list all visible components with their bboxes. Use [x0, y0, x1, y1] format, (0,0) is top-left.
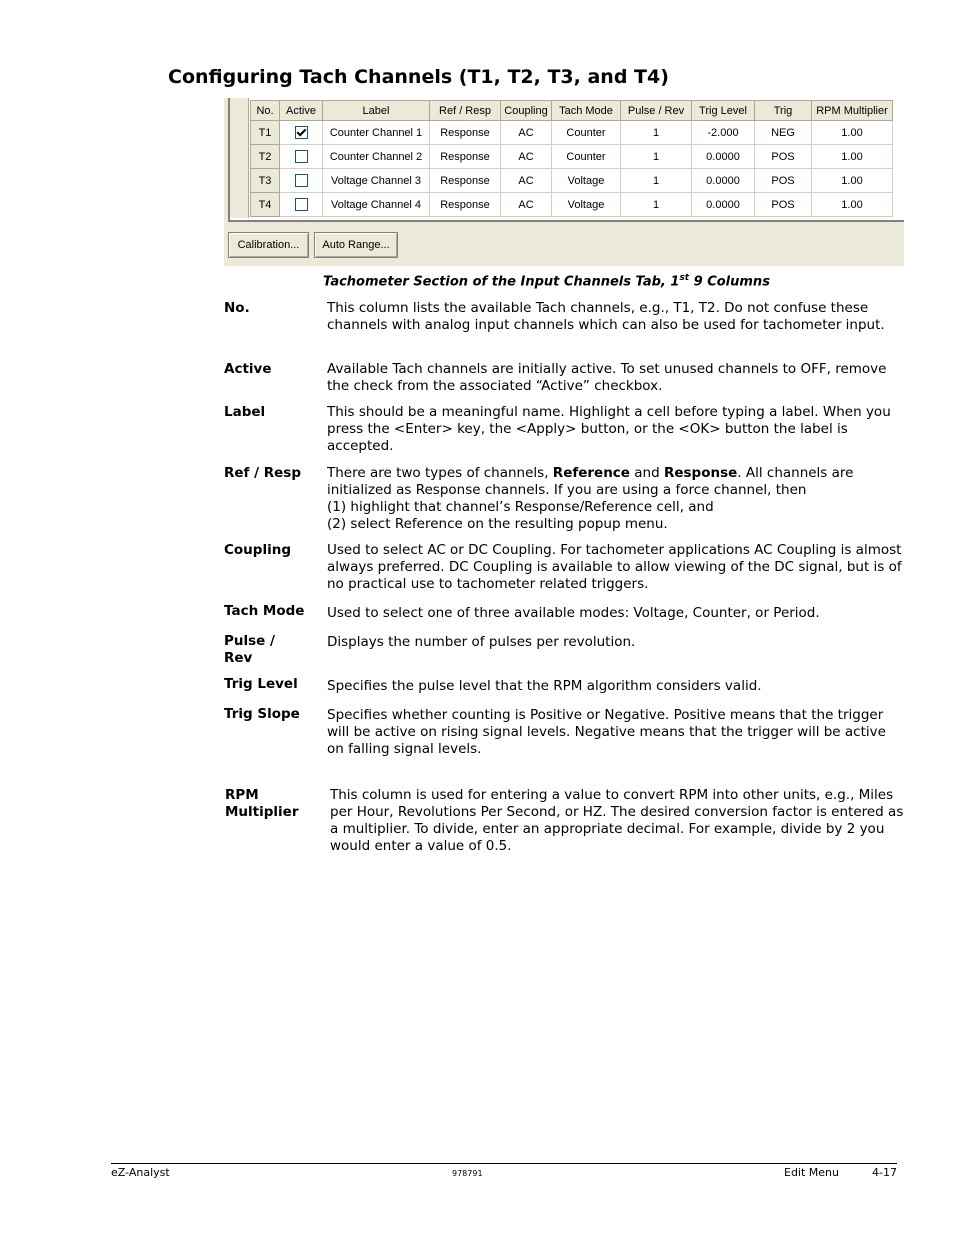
cell-label[interactable]: Counter Channel 1	[323, 121, 430, 145]
ref-text-1: There are two types of channels,	[327, 465, 553, 481]
cell-coupling[interactable]: AC	[501, 121, 552, 145]
cell-rpm-multiplier[interactable]: 1.00	[812, 145, 893, 169]
desc-pulse-rev: Displays the number of pulses per revolution.	[327, 634, 636, 650]
desc-ref-resp	[327, 465, 907, 533]
term-tach-mode: Tach Mode	[224, 603, 305, 619]
cell-coupling[interactable]: AC	[501, 169, 552, 193]
footer-rule	[111, 1163, 897, 1164]
cell-trig-level[interactable]: 0.0000	[692, 169, 755, 193]
ref-bold-response: Response	[663, 465, 738, 481]
term-trig-level: Trig Level	[224, 676, 298, 692]
table-row	[251, 193, 893, 217]
term-coupling: Coupling	[224, 542, 291, 558]
ref-bold-reference: Reference	[552, 465, 630, 481]
desc-label: This should be a meaningful name. Highlight a cell before typing a label. When you press the <Enter> key, the <Apply> button, or the <OK> button the label is accepted.	[327, 404, 891, 454]
tach-grid[interactable]	[228, 98, 904, 222]
caption-superscript: st	[679, 273, 690, 283]
col-ref-resp[interactable]: Ref / Resp	[430, 101, 501, 121]
term-no: No.	[224, 300, 250, 316]
term-ref-resp: Ref / Resp	[224, 465, 302, 481]
cell-rpm-multiplier[interactable]: 1.00	[812, 193, 893, 217]
term-pulse-rev: Pulse / Rev	[224, 633, 275, 666]
cell-tach-mode[interactable]: Voltage	[552, 169, 621, 193]
desc-active: Available Tach channels are initially active. To set unused channels to OFF, remove the check from the associated “Active” checkbox.	[327, 361, 887, 394]
desc-trig-level: Specifies the pulse level that the RPM algorithm considers valid.	[327, 678, 762, 694]
cell-trig[interactable]: POS	[755, 145, 812, 169]
cell-coupling[interactable]: AC	[501, 193, 552, 217]
cell-ref-resp[interactable]: Response	[430, 193, 501, 217]
col-pulse-rev[interactable]: Pulse / Rev	[621, 101, 692, 121]
table-row	[251, 145, 893, 169]
cell-ref-resp[interactable]: Response	[430, 121, 501, 145]
table-header-row	[251, 101, 893, 121]
ref-list-1: (1) highlight that channel’s Response/Reference cell, and	[327, 499, 714, 515]
term-trig-slope: Trig Slope	[224, 706, 300, 722]
cell-tach-mode[interactable]: Counter	[552, 145, 621, 169]
cell-no: T2	[251, 145, 280, 169]
section-heading: Configuring Tach Channels (T1, T2, T3, and T4)	[168, 66, 669, 88]
active-checkbox[interactable]	[295, 150, 308, 163]
cell-no: T1	[251, 121, 280, 145]
col-label[interactable]: Label	[323, 101, 430, 121]
cell-trig-level[interactable]: -2.000	[692, 121, 755, 145]
active-checkbox[interactable]	[295, 126, 308, 139]
cell-label[interactable]: Voltage Channel 3	[323, 169, 430, 193]
cell-no: T3	[251, 169, 280, 193]
cell-pulse-rev[interactable]: 1	[621, 193, 692, 217]
active-checkbox[interactable]	[295, 174, 308, 187]
cell-rpm-multiplier[interactable]: 1.00	[812, 121, 893, 145]
col-no[interactable]: No.	[251, 101, 280, 121]
ref-list-2: (2) select Reference on the resulting popup menu.	[327, 516, 668, 532]
footer-product: eZ-Analyst	[111, 1166, 170, 1179]
cell-tach-mode[interactable]: Counter	[552, 121, 621, 145]
col-coupling[interactable]: Coupling	[501, 101, 552, 121]
table-row	[251, 121, 893, 145]
cell-trig-level[interactable]: 0.0000	[692, 145, 755, 169]
table-row	[251, 169, 893, 193]
auto-range-button[interactable]: Auto Range...	[314, 232, 398, 258]
footer-doc-number: 978791	[452, 1169, 483, 1178]
cell-active[interactable]	[280, 169, 323, 193]
cell-no: T4	[251, 193, 280, 217]
col-active[interactable]: Active	[280, 101, 323, 121]
cell-pulse-rev[interactable]: 1	[621, 169, 692, 193]
ref-text-3: . All channels are initialized as Response channels. If you are using a force channel, then	[327, 465, 854, 498]
tach-table	[250, 100, 893, 217]
term-active: Active	[224, 361, 272, 377]
caption-text: Tachometer Section of the Input Channels Tab, 1	[323, 274, 680, 290]
cell-coupling[interactable]: AC	[501, 145, 552, 169]
desc-rpm-multiplier: This column is used for entering a value to convert RPM into other units, e.g., Miles per Hour, Revolutions Per Second, or HZ. The desired conversion factor is entered as a multiplier. To divide, enter an appropriate decimal. For example, divide by 2 you would enter a value of 0.5.	[330, 787, 904, 854]
cell-rpm-multiplier[interactable]: 1.00	[812, 169, 893, 193]
cell-trig[interactable]: POS	[755, 193, 812, 217]
term-label: Label	[224, 404, 266, 420]
ref-text-2: and	[629, 465, 664, 481]
cell-trig[interactable]: NEG	[755, 121, 812, 145]
figure-caption	[323, 273, 770, 289]
cell-trig[interactable]: POS	[755, 169, 812, 193]
desc-no: This column lists the available Tach channels, e.g., T1, T2. Do not confuse these channels with analog input channels which can also be used for tachometer input.	[327, 300, 885, 333]
cell-active[interactable]	[280, 121, 323, 145]
cell-active[interactable]	[280, 145, 323, 169]
cell-pulse-rev[interactable]: 1	[621, 121, 692, 145]
cell-ref-resp[interactable]: Response	[430, 169, 501, 193]
col-trig[interactable]: Trig	[755, 101, 812, 121]
cell-label[interactable]: Counter Channel 2	[323, 145, 430, 169]
term-rpm-multiplier: RPM Multiplier	[225, 787, 299, 820]
cell-label[interactable]: Voltage Channel 4	[323, 193, 430, 217]
tach-channels-screenshot	[224, 98, 904, 266]
desc-coupling: Used to select AC or DC Coupling. For tachometer applications AC Coupling is almost always preferred. DC Coupling is available to allow viewing of the DC signal, but is of no practical use to tachometer related triggers.	[327, 542, 902, 592]
cell-trig-level[interactable]: 0.0000	[692, 193, 755, 217]
col-tach-mode[interactable]: Tach Mode	[552, 101, 621, 121]
row-header-strip	[230, 98, 249, 218]
calibration-button[interactable]: Calibration...	[228, 232, 309, 258]
footer-section: Edit Menu	[784, 1166, 839, 1179]
cell-active[interactable]	[280, 193, 323, 217]
caption-text-end: 9 Columns	[689, 274, 770, 290]
footer-page-number: 4-17	[872, 1166, 897, 1179]
desc-tach-mode: Used to select one of three available modes: Voltage, Counter, or Period.	[327, 605, 820, 621]
col-rpm-multiplier[interactable]: RPM Multiplier	[812, 101, 893, 121]
cell-tach-mode[interactable]: Voltage	[552, 193, 621, 217]
desc-trig-slope: Specifies whether counting is Positive or Negative. Positive means that the trigger will be active on rising signal levels. Negative means that the trigger will be active on falling signal levels.	[327, 707, 886, 757]
cell-pulse-rev[interactable]: 1	[621, 145, 692, 169]
active-checkbox[interactable]	[295, 198, 308, 211]
col-trig-level[interactable]: Trig Level	[692, 101, 755, 121]
cell-ref-resp[interactable]: Response	[430, 145, 501, 169]
